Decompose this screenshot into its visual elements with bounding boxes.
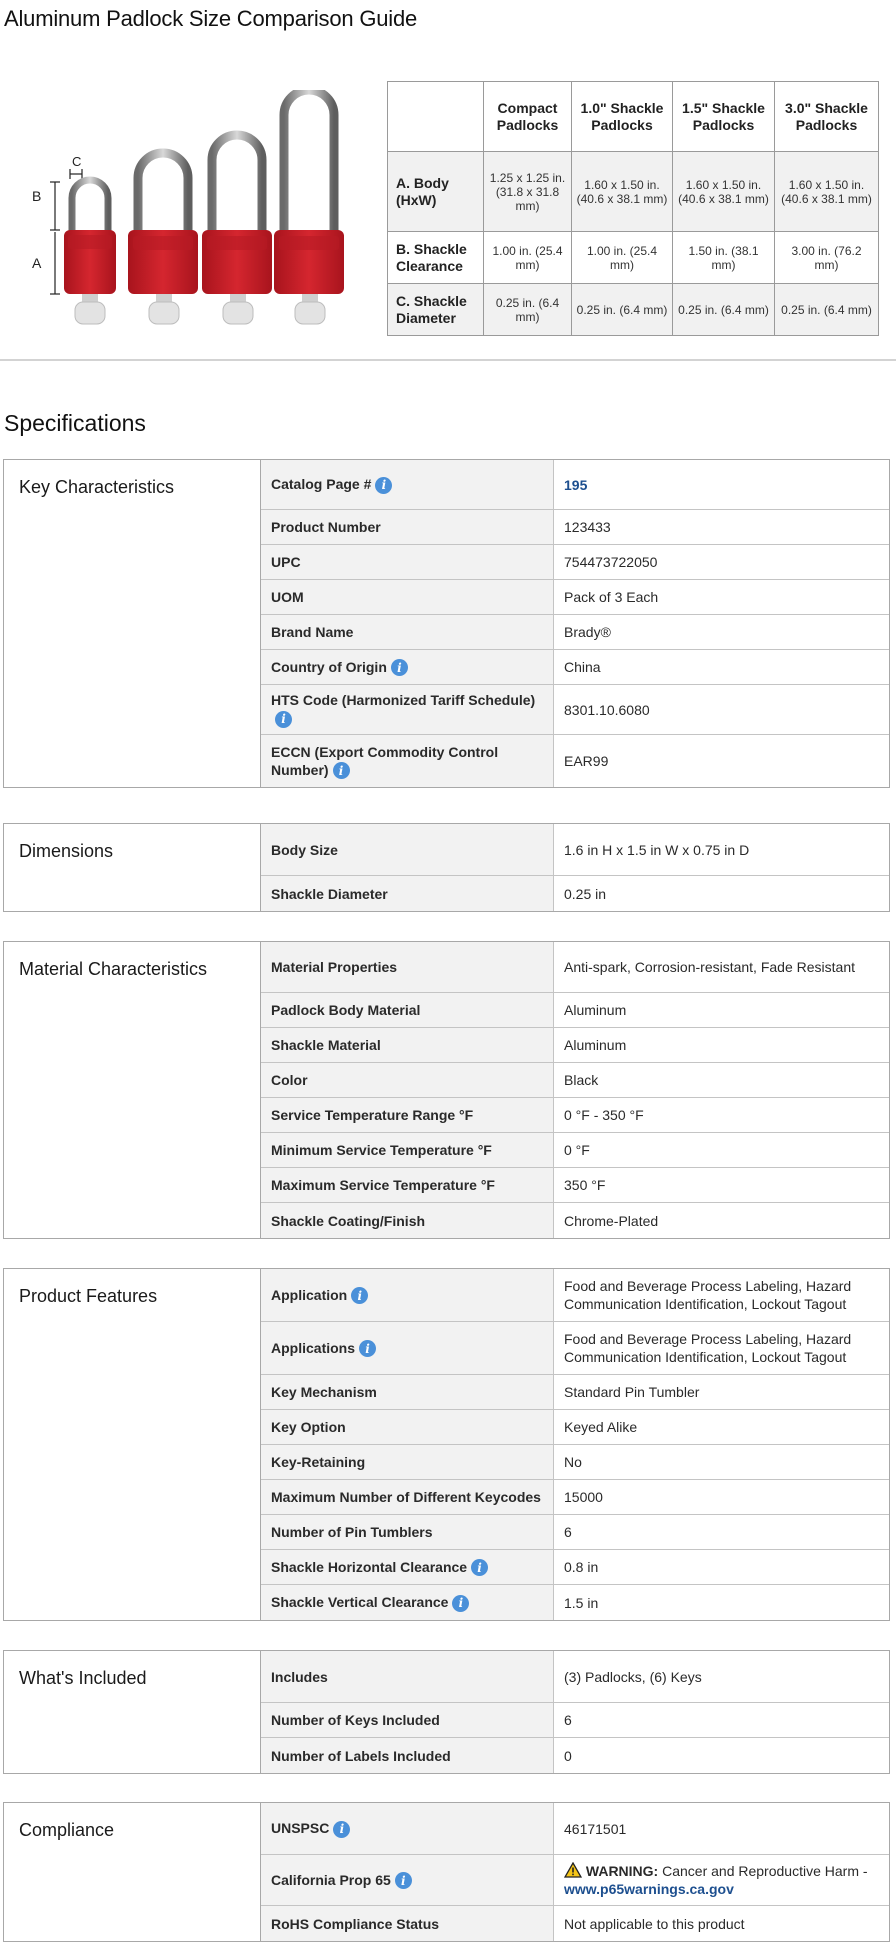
spec-label-text: Key Mechanism (271, 1384, 377, 1400)
spec-label-text: UPC (271, 554, 301, 570)
spec-row (261, 1550, 889, 1585)
comparison-row-clearance (388, 232, 879, 284)
spec-value: Aluminum (554, 993, 889, 1027)
spec-label (261, 1738, 554, 1773)
spec-label-text: Shackle Vertical Clearance (271, 1594, 449, 1611)
comparison-col-compact: Compact Padlocks (484, 82, 572, 152)
comparison-col-3-0: 3.0" Shackle Padlocks (775, 82, 879, 152)
spec-value: 6 (554, 1703, 889, 1737)
spec-value: 754473722050 (554, 545, 889, 579)
spec-row (261, 876, 889, 911)
size-comparison-table (387, 81, 879, 336)
spec-label (261, 1168, 554, 1202)
spec-row (261, 1133, 889, 1168)
warning-label: WARNING: (585, 1863, 659, 1879)
spec-value: 0 (554, 1738, 889, 1773)
dim-label-b: B (32, 188, 42, 204)
spec-value: 0.25 in (554, 876, 889, 911)
info-icon[interactable]: i (395, 1872, 412, 1889)
spec-label (261, 1550, 554, 1584)
spec-value: Standard Pin Tumbler (554, 1375, 889, 1409)
comparison-cell: 3.00 in. (76.2 mm) (775, 232, 879, 284)
spec-value: EAR99 (554, 735, 889, 787)
spec-row (261, 1906, 889, 1941)
spec-row (261, 1445, 889, 1480)
info-icon[interactable]: i (351, 1287, 368, 1304)
spec-label-text: Shackle Coating/Finish (271, 1212, 426, 1229)
spec-label (261, 1855, 554, 1905)
spec-value: (3) Padlocks, (6) Keys (554, 1651, 889, 1702)
spec-rows (261, 1651, 889, 1773)
spec-label-text: Country of Origin (271, 658, 387, 675)
comparison-cell: 0.25 in. (6.4 mm) (673, 284, 775, 336)
spec-label (261, 1906, 554, 1941)
spec-label (261, 993, 554, 1027)
spec-value: 8301.10.6080 (554, 685, 889, 734)
spec-label (261, 824, 554, 875)
spec-label (261, 735, 554, 787)
comparison-col-1-0: 1.0" Shackle Padlocks (572, 82, 673, 152)
spec-value: No (554, 1445, 889, 1479)
spec-row (261, 1651, 889, 1703)
spec-label (261, 460, 554, 509)
spec-label-text: Shackle Material (271, 1037, 381, 1053)
prop65-warning (554, 1855, 889, 1905)
spec-label (261, 1133, 554, 1167)
comparison-corner (388, 82, 484, 152)
spec-value: Food and Beverage Process Labeling, Hazard Communication Identification, Lockout Tagout (554, 1322, 889, 1374)
info-icon[interactable]: i (275, 711, 292, 728)
padlock-1-0-shackle (128, 153, 198, 324)
comparison-cell: 0.25 in. (6.4 mm) (572, 284, 673, 336)
spec-value: Black (554, 1063, 889, 1097)
comparison-row-body (388, 152, 879, 232)
spec-label (261, 1098, 554, 1132)
spec-label (261, 1445, 554, 1479)
comparison-row-label: C. Shackle Diameter (388, 284, 484, 336)
spec-section-material-characteristics (3, 941, 890, 1239)
spec-row (261, 1063, 889, 1098)
spec-section-whats-included (3, 1650, 890, 1774)
spec-section-key-characteristics (3, 459, 890, 788)
spec-label-text: RoHS Compliance Status (271, 1915, 440, 1932)
spec-value: 0 °F - 350 °F (554, 1098, 889, 1132)
spec-label (261, 1410, 554, 1444)
padlock-illustration (20, 90, 370, 330)
spec-label (261, 580, 554, 614)
padlock-3-0-shackle (274, 90, 344, 324)
spec-row (261, 1375, 889, 1410)
spec-label (261, 1515, 554, 1549)
info-icon[interactable]: i (452, 1595, 469, 1612)
spec-row (261, 1703, 889, 1738)
spec-row (261, 685, 889, 735)
spec-label-text: Product Number (271, 519, 381, 535)
spec-label (261, 1322, 554, 1374)
spec-label (261, 1203, 554, 1238)
spec-value: 0.8 in (554, 1550, 889, 1584)
spec-row (261, 942, 889, 993)
spec-value: China (554, 650, 889, 684)
spec-label (261, 876, 554, 911)
spec-value: Pack of 3 Each (554, 580, 889, 614)
spec-value: Not applicable to this product (554, 1906, 889, 1941)
spec-row (261, 1515, 889, 1550)
info-icon[interactable]: i (333, 1821, 350, 1838)
spec-value: Chrome-Plated (554, 1203, 889, 1238)
comparison-col-1-5: 1.5" Shackle Padlocks (673, 82, 775, 152)
info-icon[interactable]: i (359, 1340, 376, 1357)
padlock-compact (64, 180, 116, 324)
spec-label-text: Padlock Body Material (271, 1002, 421, 1018)
info-icon[interactable]: i (391, 659, 408, 676)
info-icon[interactable]: i (375, 477, 392, 494)
spec-value: Aluminum (554, 1028, 889, 1062)
spec-section-title: Product Features (4, 1269, 261, 1620)
spec-label (261, 1480, 554, 1514)
spec-value: 15000 (554, 1480, 889, 1514)
spec-row (261, 460, 889, 510)
spec-label-text: Service Temperature Range °F (271, 1107, 474, 1123)
spec-row (261, 1480, 889, 1515)
spec-row (261, 1803, 889, 1855)
spec-value: 0 °F (554, 1133, 889, 1167)
spec-label-text: Number of Keys Included (271, 1712, 440, 1728)
spec-section-title: Key Characteristics (4, 460, 261, 787)
spec-value: 1.6 in H x 1.5 in W x 0.75 in D (554, 824, 889, 875)
spec-row (261, 1855, 889, 1906)
comparison-cell: 1.60 x 1.50 in. (40.6 x 38.1 mm) (572, 152, 673, 232)
spec-label-text: Key Option (271, 1419, 346, 1435)
info-icon[interactable]: i (471, 1559, 488, 1576)
spec-label (261, 685, 554, 734)
spec-label-text: ECCN (Export Commodity Control Number) (271, 743, 499, 778)
spec-label-text: HTS Code (Harmonized Tariff Schedule) (271, 692, 536, 709)
comparison-header-row (388, 82, 879, 152)
spec-value: Brady® (554, 615, 889, 649)
spec-label (261, 545, 554, 579)
dim-label-c: C (72, 154, 82, 169)
spec-section-title: Compliance (4, 1803, 261, 1941)
spec-row (261, 1738, 889, 1773)
dim-label-a: A (32, 255, 42, 271)
spec-row (261, 580, 889, 615)
spec-label (261, 1269, 554, 1321)
spec-rows (261, 942, 889, 1238)
spec-value: Keyed Alike (554, 1410, 889, 1444)
spec-row (261, 1168, 889, 1203)
spec-row (261, 1203, 889, 1238)
warning-text: Cancer and Reproductive Harm - (658, 1863, 868, 1879)
spec-label (261, 1028, 554, 1062)
spec-rows (261, 460, 889, 787)
spec-label-text: Includes (271, 1668, 328, 1685)
comparison-row-diameter (388, 284, 879, 336)
spec-label (261, 650, 554, 684)
comparison-cell: 1.50 in. (38.1 mm) (673, 232, 775, 284)
spec-label-text: UNSPSC (271, 1820, 330, 1837)
comparison-cell: 1.25 x 1.25 in. (31.8 x 31.8 mm) (484, 152, 572, 232)
spec-label-text: Body Size (271, 841, 338, 858)
spec-row (261, 1410, 889, 1445)
spec-label-text: Applications (271, 1339, 356, 1356)
spec-label-text: Color (271, 1072, 308, 1088)
spec-value: 1.5 in (554, 1585, 889, 1620)
spec-section-title: Dimensions (4, 824, 261, 911)
padlock-1-5-shackle (202, 135, 272, 324)
spec-label (261, 1651, 554, 1702)
spec-section-title: What's Included (4, 1651, 261, 1773)
spec-label (261, 942, 554, 992)
warning-icon (564, 1862, 582, 1878)
spec-value: 46171501 (554, 1803, 889, 1854)
spec-label-text: Shackle Horizontal Clearance (271, 1558, 468, 1575)
comparison-cell: 1.60 x 1.50 in. (40.6 x 38.1 mm) (673, 152, 775, 232)
spec-row (261, 1269, 889, 1322)
spec-label-text: Number of Labels Included (271, 1747, 451, 1764)
spec-label (261, 1703, 554, 1737)
spec-row (261, 615, 889, 650)
spec-row (261, 1028, 889, 1063)
spec-rows (261, 1803, 889, 1941)
info-icon[interactable]: i (333, 762, 350, 779)
spec-label-text: Maximum Number of Different Keycodes (271, 1489, 541, 1505)
spec-label (261, 1063, 554, 1097)
spec-row (261, 1098, 889, 1133)
spec-label-text: Catalog Page # (271, 476, 372, 493)
spec-section-compliance (3, 1802, 890, 1942)
specifications-title: Specifications (4, 410, 146, 436)
comparison-cell: 0.25 in. (6.4 mm) (775, 284, 879, 336)
spec-row (261, 510, 889, 545)
catalog-page-link[interactable]: 195 (554, 460, 889, 509)
spec-label (261, 510, 554, 544)
spec-label-text: Shackle Diameter (271, 885, 388, 902)
spec-value: 6 (554, 1515, 889, 1549)
spec-label-text: UOM (271, 589, 304, 605)
section-divider (0, 359, 896, 361)
comparison-cell: 0.25 in. (6.4 mm) (484, 284, 572, 336)
spec-value: 350 °F (554, 1168, 889, 1202)
spec-row (261, 650, 889, 685)
spec-label-text: Number of Pin Tumblers (271, 1524, 433, 1540)
spec-row (261, 993, 889, 1028)
spec-section-dimensions (3, 823, 890, 912)
spec-section-title: Material Characteristics (4, 942, 261, 1238)
comparison-cell: 1.00 in. (25.4 mm) (484, 232, 572, 284)
spec-label-text: Key-Retaining (271, 1454, 366, 1470)
spec-value: Food and Beverage Process Labeling, Hazard Communication Identification, Lockout Tagout (554, 1269, 889, 1321)
spec-section-product-features (3, 1268, 890, 1621)
prop65-link[interactable]: www.p65warnings.ca.gov (564, 1881, 734, 1897)
comparison-row-label: A. Body (HxW) (388, 152, 484, 232)
guide-title: Aluminum Padlock Size Comparison Guide (4, 6, 418, 31)
spec-label (261, 615, 554, 649)
spec-row (261, 1585, 889, 1620)
spec-row (261, 735, 889, 787)
spec-label-text: California Prop 65 (271, 1871, 391, 1888)
spec-label-text: Application (271, 1286, 348, 1303)
spec-rows (261, 1269, 889, 1620)
spec-row (261, 824, 889, 876)
spec-label-text: Maximum Service Temperature °F (271, 1177, 495, 1193)
comparison-cell: 1.00 in. (25.4 mm) (572, 232, 673, 284)
spec-label-text: Brand Name (271, 624, 354, 640)
spec-label-text: Material Properties (271, 959, 398, 975)
spec-value: Anti-spark, Corrosion-resistant, Fade Resistant (554, 942, 889, 992)
spec-row (261, 545, 889, 580)
spec-label (261, 1585, 554, 1620)
spec-rows (261, 824, 889, 911)
comparison-cell: 1.60 x 1.50 in. (40.6 x 38.1 mm) (775, 152, 879, 232)
spec-label-text: Minimum Service Temperature °F (271, 1142, 492, 1158)
spec-label (261, 1375, 554, 1409)
spec-row (261, 1322, 889, 1375)
spec-label (261, 1803, 554, 1854)
spec-value: 123433 (554, 510, 889, 544)
comparison-row-label: B. Shackle Clearance (388, 232, 484, 284)
